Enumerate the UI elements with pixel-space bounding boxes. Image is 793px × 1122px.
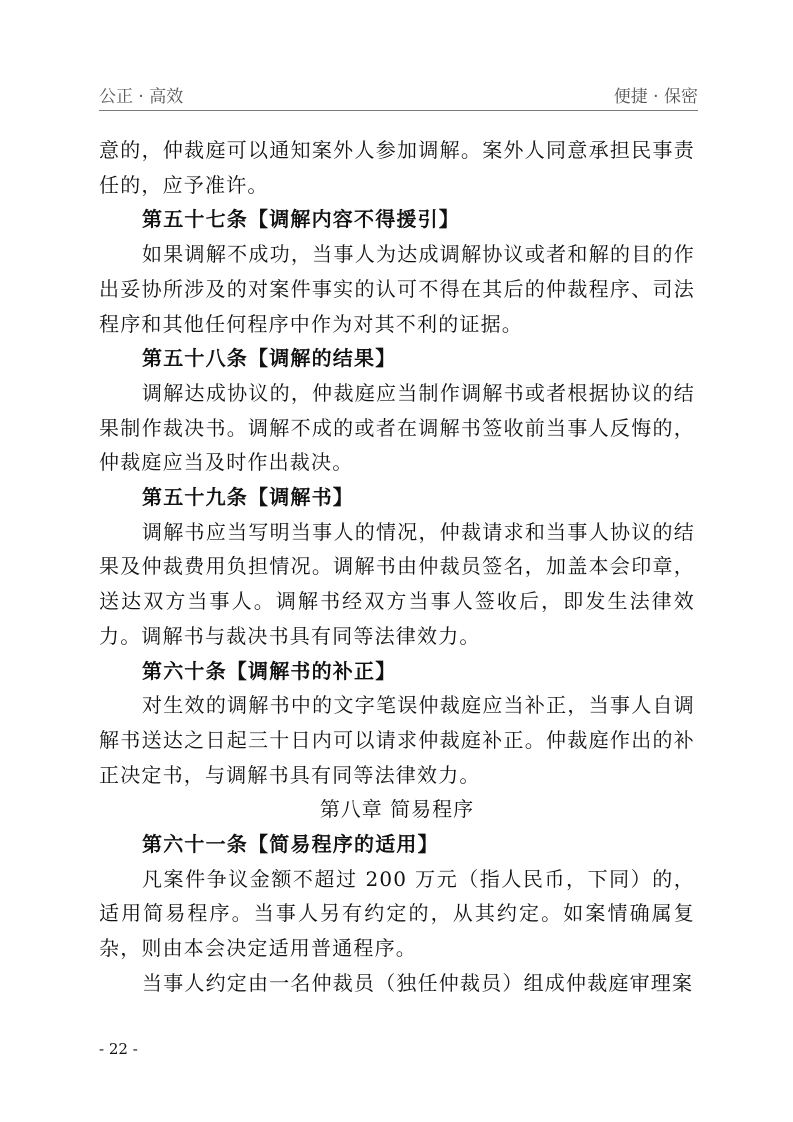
- header-right-text: 便捷 · 保密: [613, 87, 698, 107]
- chapter-heading: 第八章 简易程序: [319, 797, 475, 822]
- document-body: [99, 133, 695, 1001]
- article-59-text: 调解书应当写明当事人的情况，仲裁请求和当事人协议的结果及仲裁费用负担情况。调解书由仲裁员签名，加盖本会印章，送达双方当事人。调解书经双方当事人签收后，即发生法律效力。调解书与裁决书具有同等法律效力。: [99, 519, 695, 648]
- article-58-text: 调解达成协议的，仲裁庭应当制作调解书或者根据协议的结果制作裁决书。调解不成的或者在调解书签收前当事人反悔的，仲裁庭应当及时作出裁决。: [99, 380, 695, 475]
- article-60-text: 对生效的调解书中的文字笔误仲裁庭应当补正，当事人自调解书送达之日起三十日内可以请求仲裁庭补正。仲裁庭作出的补正决定书，与调解书具有同等法律效力。: [99, 693, 695, 787]
- article-60-title: 第六十条【调解书的补正】: [142, 658, 397, 683]
- header-left-text: 公正 · 高效: [99, 87, 184, 107]
- article-61-title: 第六十一条【简易程序的适用】: [142, 832, 439, 857]
- page-header: [99, 78, 698, 111]
- article-57-title: 第五十七条【调解内容不得援引】: [142, 207, 460, 232]
- article-58-title: 第五十八条【调解的结果】: [142, 346, 397, 371]
- paragraph-last: 当事人约定由一名仲裁员（独任仲裁员）组成仲裁庭审理案: [142, 970, 694, 995]
- paragraph-continuation: 意的，仲裁庭可以通知案外人参加调解。案外人同意承担民事责任的，应予准许。: [99, 138, 695, 197]
- article-59-title: 第五十九条【调解书】: [142, 485, 354, 510]
- article-57-text: 如果调解不成功，当事人为达成调解协议或者和解的目的作出妥协所涉及的对案件事实的认可不得在其后的仲裁程序、司法程序和其他任何程序中作为对其不利的证据。: [99, 242, 695, 336]
- page-number: - 22 -: [99, 1040, 138, 1058]
- article-61-text: 凡案件争议金额不超过 200 万元（指人民币，下同）的，适用简易程序。当事人另有约定的，从其约定。如案情确属复杂，则由本会决定适用普通程序。: [99, 866, 695, 961]
